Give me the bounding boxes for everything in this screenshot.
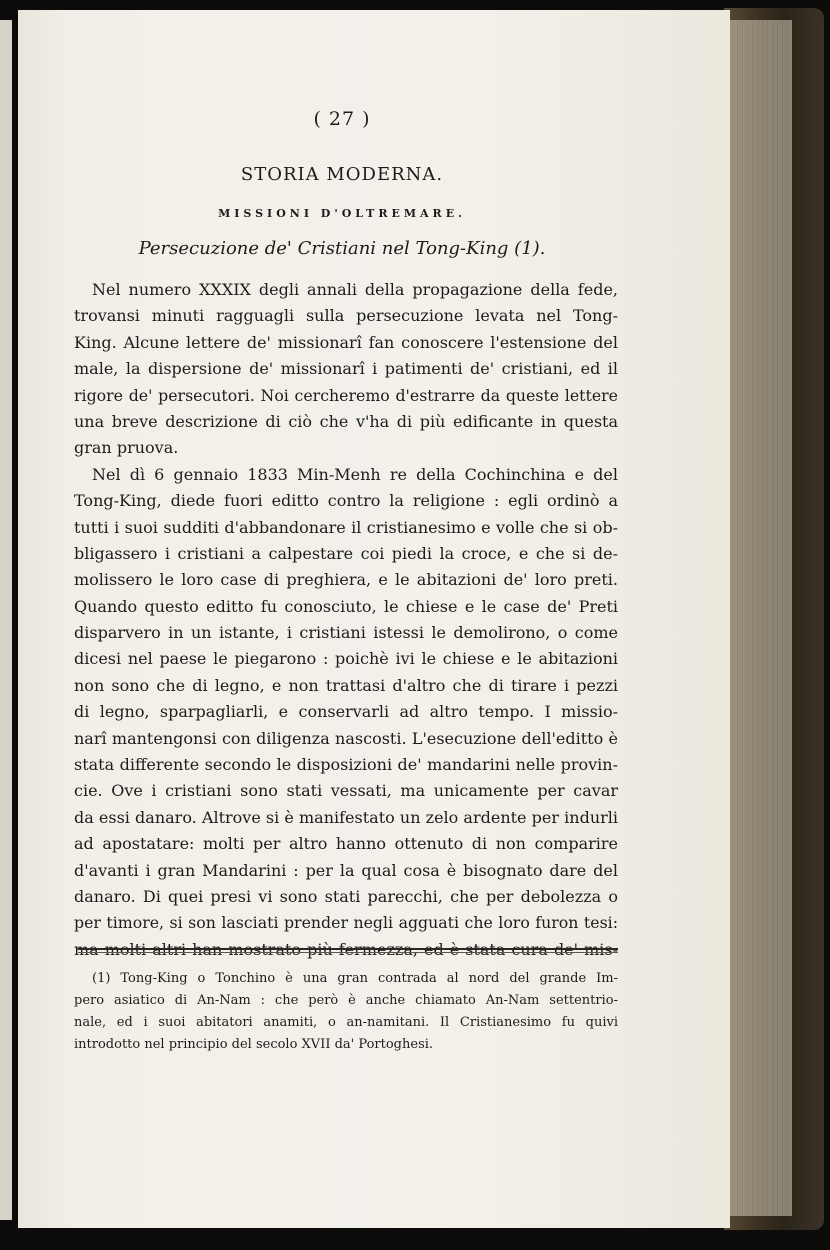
footnote-line: nale, ed i suoi abitatori anamiti, o an-namitani. Il Cristianesimo fu quivi — [74, 1015, 618, 1030]
footnote-line: pero asiatico di An-Nam : che però è anche chiamato An-Nam settentrio- — [74, 993, 618, 1008]
left-page-edge — [0, 20, 12, 1220]
body-line: per timore, si son lasciati prender negli agguati che loro furon tesi: — [74, 913, 618, 933]
body-line: ma molti altri han mostrato più fermezza, ed è stata cura de' mis- — [74, 939, 618, 959]
body-line: narî mantengonsi con diligenza nascosti. L'esecuzione dell'editto è — [74, 728, 618, 748]
footnote-rule — [78, 948, 618, 950]
body-line: male, la dispersione de' missionarî i patimenti de' cristiani, ed il — [74, 359, 618, 379]
body-line: Nel numero XXXIX degli annali della propagazione della fede, — [92, 280, 618, 299]
book-page — [18, 10, 730, 1228]
body-line: di legno, sparpagliarli, e conservarli ad altro tempo. I missio- — [74, 702, 618, 722]
body-line: stata differente secondo le disposizioni de' mandarini nelle provin- — [74, 755, 618, 775]
body-line: tutti i suoi sudditi d'abbandonare il cristianesimo e volle che si ob- — [74, 517, 618, 537]
footnote — [74, 968, 618, 1056]
body-line: Tong-King, diede fuori editto contro la religione : egli ordinò a — [74, 491, 618, 511]
body-line: trovansi minuti ragguagli sulla persecuzione levata nel Tong- — [74, 306, 618, 326]
page-stack-edge — [728, 20, 792, 1216]
section-title: STORIA MODERNA. — [240, 164, 444, 185]
body-line: ad apostatare: molti per altro hanno ottenuto di non comparire — [74, 834, 618, 854]
body-line: gran pruova. — [74, 438, 179, 458]
footnote-line: introdotto nel principio del secolo XVII da' Portoghesi. — [74, 1037, 434, 1052]
footnote-line: (1) Tong-King o Tonchino è una gran contrada al nord del grande Im- — [92, 971, 618, 986]
body-line: una breve descrizione di ciò che v'ha di più edificante in questa — [74, 411, 618, 431]
body-line: cie. Ove i cristiani sono stati vessati, ma unicamente per cavar — [74, 781, 618, 801]
body-line: rigore de' persecutori. Noi cercheremo d'estrarre da queste lettere — [74, 385, 618, 405]
body-line: molissero le loro case di preghiera, e le abitazioni de' loro preti. — [74, 570, 618, 590]
body-line: da essi danaro. Altrove si è manifestato un zelo ardente per indurli — [74, 807, 618, 827]
article-title: Persecuzione de' Cristiani nel Tong-King (1). — [138, 238, 546, 259]
body-line: bligassero i cristiani a calpestare coi piedi la croce, e che si de- — [74, 543, 618, 563]
body-text — [74, 277, 618, 963]
body-line: disparvero in un istante, i cristiani istessi le demolirono, o come — [74, 623, 618, 643]
footnote-rule-thin — [78, 952, 618, 953]
page-number: ( 27 ) — [313, 108, 371, 130]
body-line: d'avanti i gran Mandarini : per la qual cosa è bisognato dare del — [74, 860, 618, 880]
body-line: Nel dì 6 gennaio 1833 Min-Menh re della Cochinchina e del — [92, 464, 618, 484]
body-line: King. Alcune lettere de' missionarî fan conoscere l'estensione del — [74, 332, 618, 352]
body-line: danaro. Di quei presi vi sono stati parecchi, che per debolezza o — [74, 886, 618, 906]
body-line: dicesi nel paese le piegarono : poichè ivi le chiese e le abitazioni — [74, 649, 618, 669]
subsection-title: MISSIONI D'OLTREMARE. — [218, 207, 466, 220]
body-line: non sono che di legno, e non trattasi d'altro che di tirare i pezzi — [74, 675, 618, 695]
body-line: Quando questo editto fu conosciuto, le chiese e le case de' Preti — [74, 596, 618, 616]
